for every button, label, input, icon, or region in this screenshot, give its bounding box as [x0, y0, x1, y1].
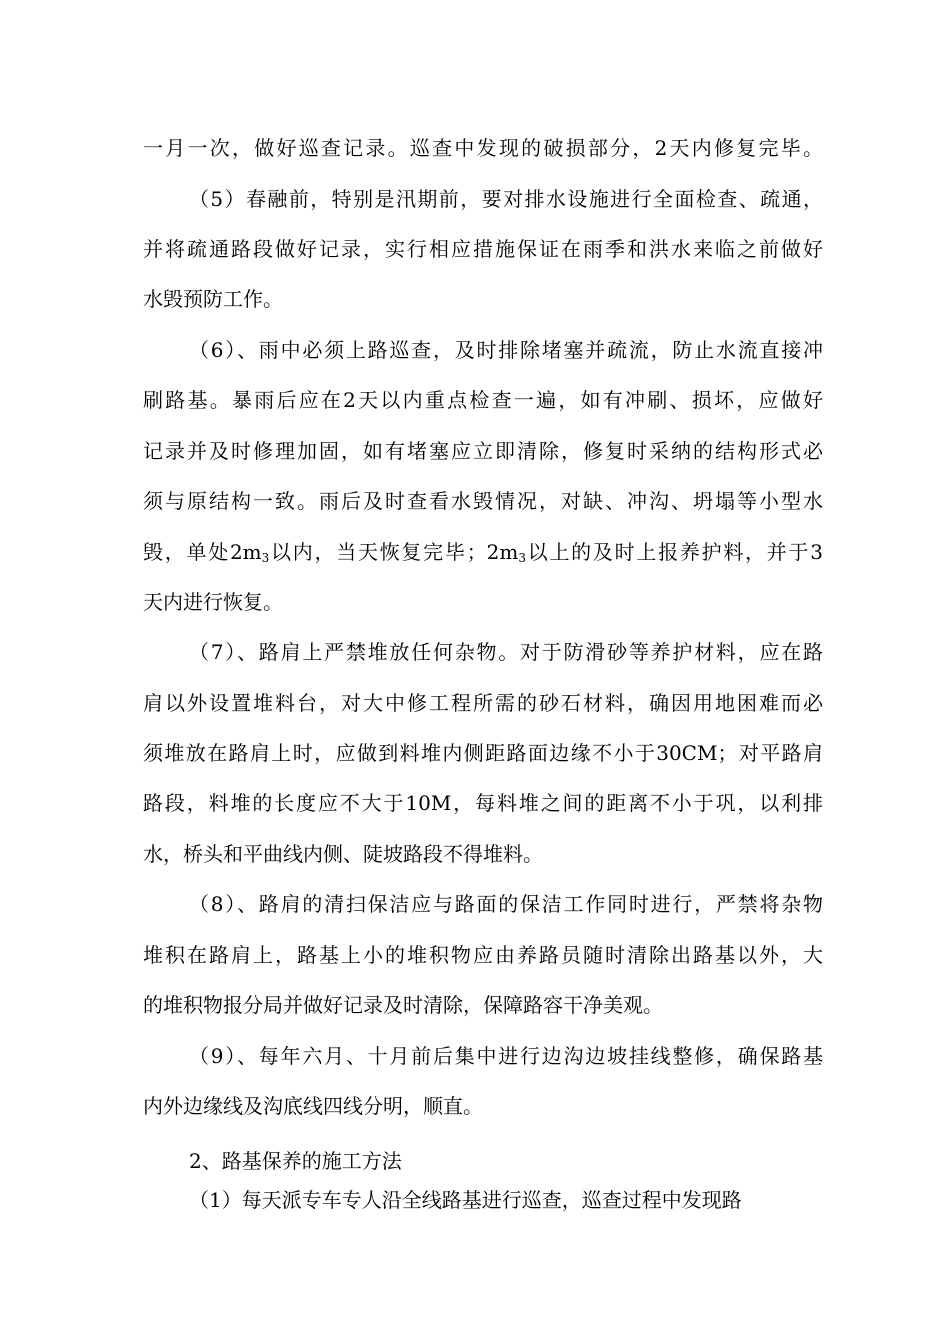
text-line: （1）每天派专车专人沿全线路基进行巡查，巡查过程中发现路 — [189, 1188, 742, 1212]
text-line: 路段，料堆的长度应不大于10M，每料堆之间的距离不小于巩，以利排 — [143, 791, 823, 815]
text-line: （8）、路肩的清扫保洁应与路面的保洁工作同时进行，严禁将杂物 — [189, 892, 823, 916]
unit-subscript: 3 — [261, 551, 270, 565]
text-line: （5）春融前，特别是汛期前，要对排水设施进行全面检查、疏通， — [189, 187, 823, 211]
text-line: 须与原结构一致。雨后及时查看水毁情况，对缺、冲沟、坍塌等小型水 — [143, 489, 823, 513]
text-line: 记录并及时修理加固，如有堵塞应立即清除，修复时采纳的结构形式必 — [143, 439, 823, 463]
text-segment: 以上的及时上报养护料，并于3 — [525, 540, 823, 564]
text-line: （6）、雨中必须上路巡查，及时排除堵塞并疏流，防止水流直接冲 — [189, 338, 823, 362]
text-line: 水毁预防工作。 — [143, 287, 283, 311]
text-segment: 毁，单处2m — [143, 540, 262, 564]
text-line: 刷路基。暴雨后应在2天以内重点检查一遍，如有冲刷、损坏，应做好 — [143, 388, 823, 412]
text-line: 堆积在路肩上，路基上小的堆积物应由养路员随时清除出路基以外，大 — [143, 943, 823, 967]
text-line: 内外边缘线及沟底线四线分明，顺直。 — [143, 1094, 483, 1118]
unit-subscript: 3 — [518, 551, 526, 565]
text-line: （9）、每年六月、十月前后集中进行边沟边坡挂线整修，确保路基 — [189, 1044, 823, 1068]
text-line — [143, 540, 823, 564]
text-line: 的堆积物报分局并做好记录及时清除，保障路容干净美观。 — [143, 993, 663, 1017]
text-line: 须堆放在路肩上时，应做到料堆内侧距路面边缘不小于30CM；对平路肩 — [143, 741, 823, 765]
text-line: 肩以外设置堆料台，对大中修工程所需的砂石材料，确因用地困难而必 — [143, 691, 823, 715]
text-line: （7）、路肩上严禁堆放任何杂物。对于防滑砂等养护材料，应在路 — [189, 640, 823, 664]
text-line: 一月一次，做好巡查记录。巡查中发现的破损部分，2天内修复完毕。 — [143, 136, 823, 160]
text-line: 并将疏通路段做好记录，实行相应措施保证在雨季和洪水来临之前做好 — [143, 237, 823, 261]
text-line: 水，桥头和平曲线内侧、陡坡路段不得堆料。 — [143, 842, 543, 866]
text-line: 天内进行恢复。 — [143, 590, 283, 614]
section-heading: 2、路基保养的施工方法 — [189, 1149, 402, 1173]
text-segment: 以内，当天恢复完毕；2m — [269, 540, 519, 564]
